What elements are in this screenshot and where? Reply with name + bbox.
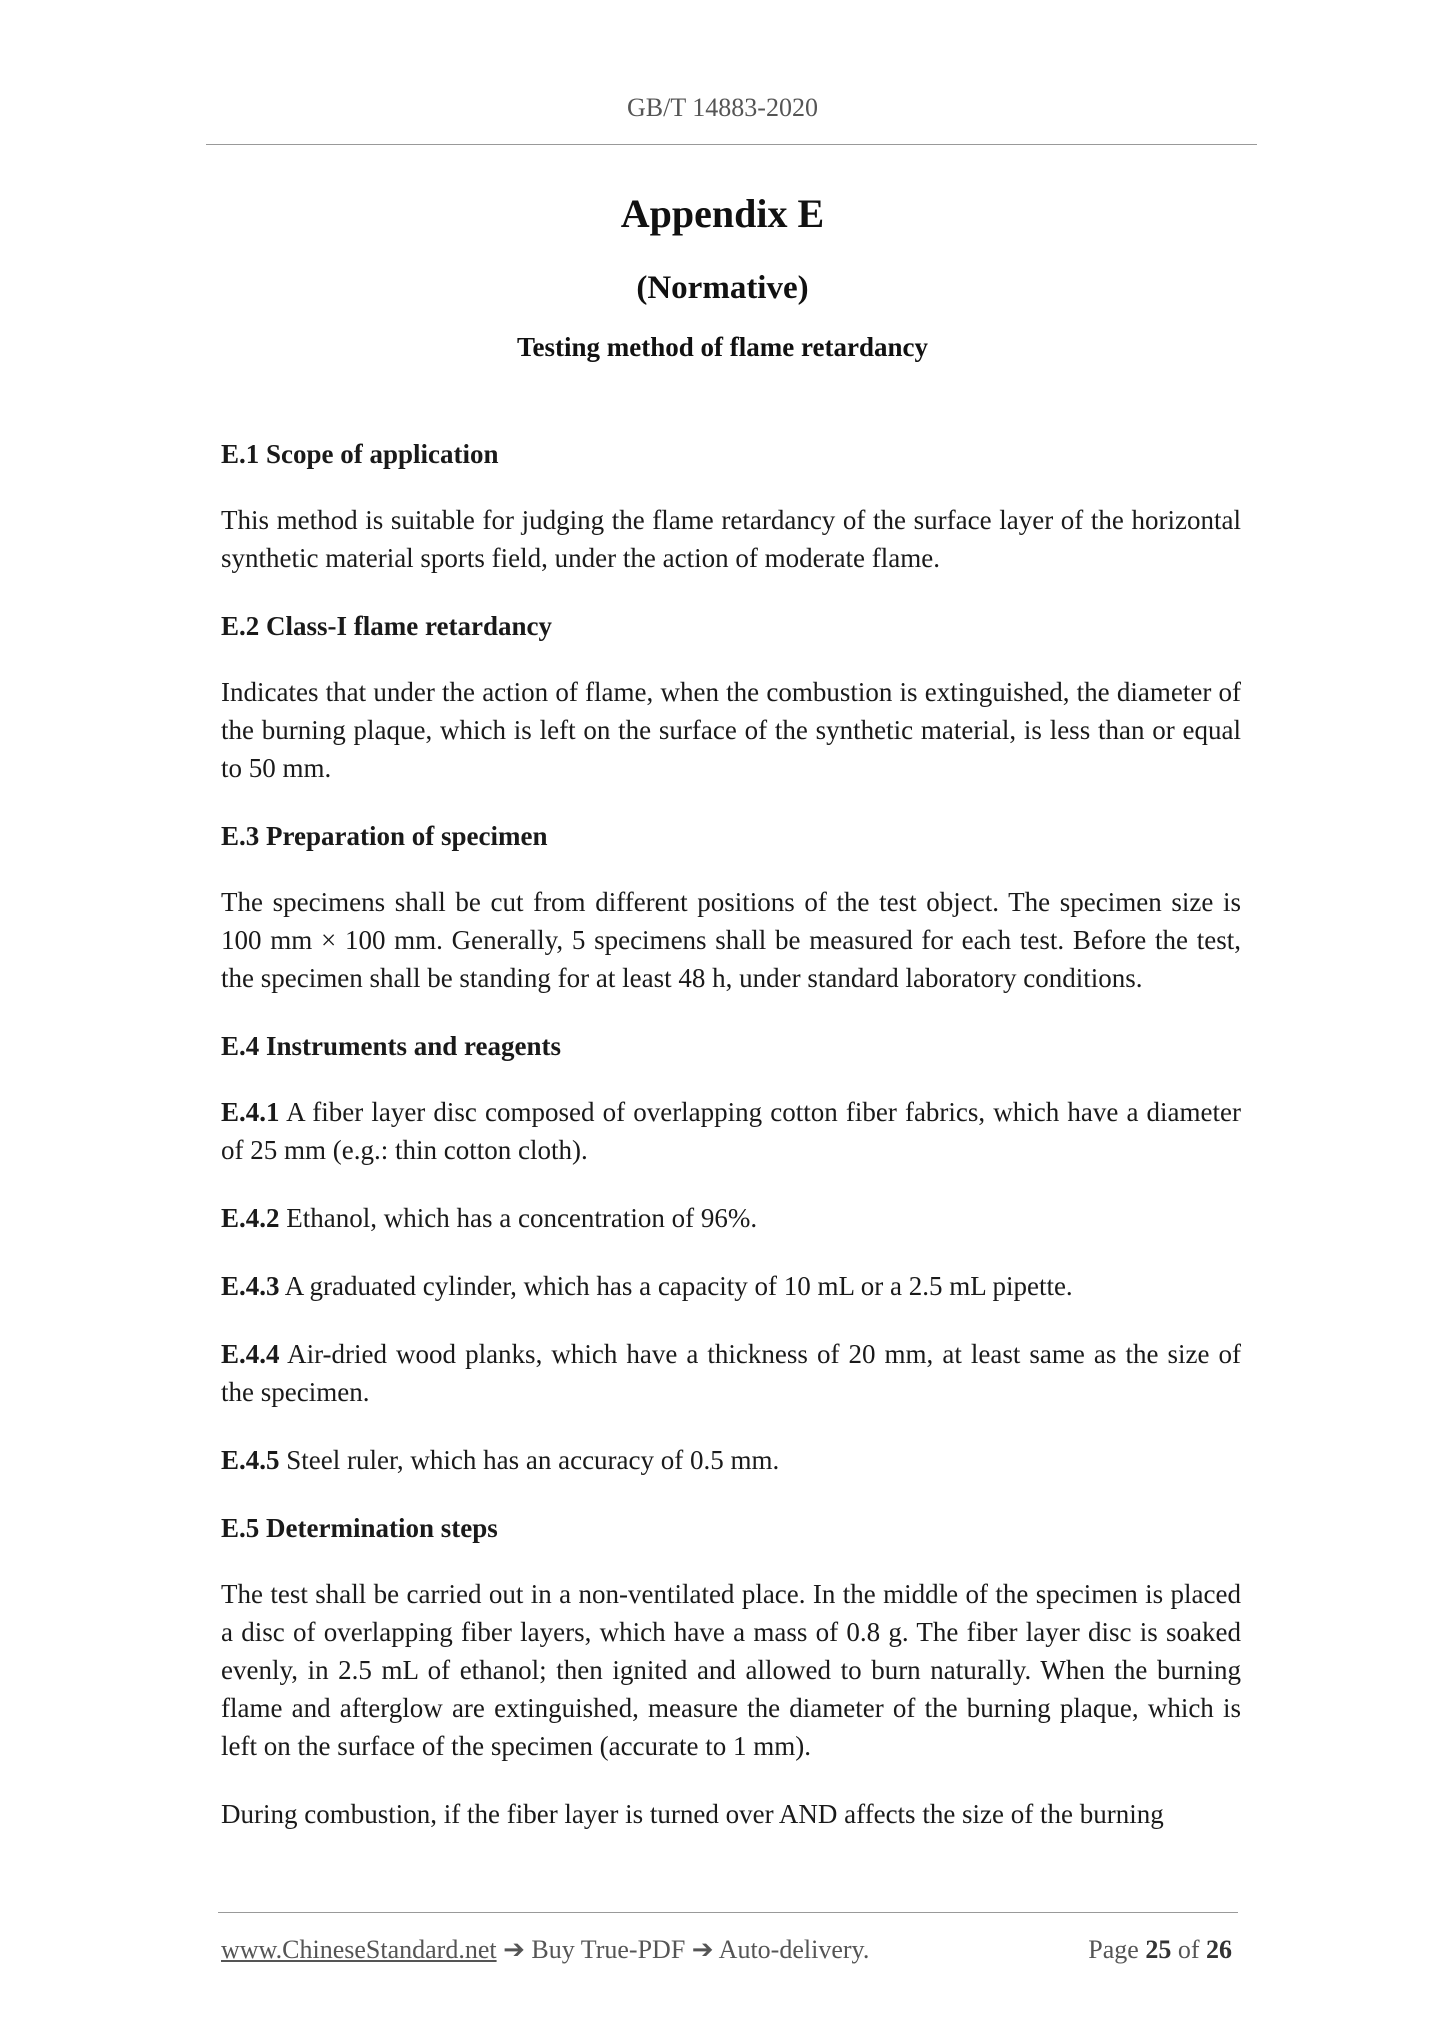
of-label: of bbox=[1177, 1935, 1200, 1964]
list-item bbox=[221, 1093, 1241, 1169]
item-number: E.4.3 bbox=[221, 1271, 280, 1301]
item-text: Steel ruler, which has an accuracy of 0.5 mm. bbox=[279, 1445, 780, 1475]
list-item bbox=[221, 1199, 1241, 1237]
section-text-e3: The specimens shall be cut from different positions of the test object. The specimen size is 100 mm × 100 mm. Generally, 5 specimens shall be measured for each test. Before the test, the specimen shall be standing for at least 48 h, under standard laboratory conditions. bbox=[221, 887, 1241, 993]
appendix-type: (Normative) bbox=[636, 270, 809, 306]
arrow-right-icon: ➔ bbox=[691, 1935, 714, 1964]
section-text-e5-continued: During combustion, if the fiber layer is turned over AND affects the size of the burning bbox=[221, 1799, 1164, 1829]
auto-delivery-text: Auto-delivery. bbox=[718, 1935, 870, 1964]
page-current: 25 bbox=[1145, 1935, 1172, 1964]
list-item bbox=[221, 1335, 1241, 1411]
item-number: E.4.1 bbox=[221, 1097, 280, 1127]
buy-pdf-link: Buy True-PDF bbox=[531, 1935, 686, 1964]
list-item bbox=[221, 1267, 1241, 1305]
page-label: Page bbox=[1088, 1935, 1139, 1964]
list-item bbox=[221, 1441, 1241, 1479]
item-number: E.4.2 bbox=[221, 1203, 280, 1233]
document-code: GB/T 14883-2020 bbox=[627, 93, 818, 122]
section-text-e5: The test shall be carried out in a non-ventilated place. In the middle of the specimen is placed a disc of overlapping fiber layers, which have a mass of 0.8 g. The fiber layer disc is soaked evenly, in 2.5 mL of ethanol; then ignited and allowed to burn naturally. When the burning flame and afterglow are extinguished, measure the diameter of the burning plaque, which is left on the surface of the specimen (accurate to 1 mm). bbox=[221, 1579, 1241, 1761]
section-heading-e4: E.4 Instruments and reagents bbox=[221, 1031, 562, 1061]
section-heading-e3: E.3 Preparation of specimen bbox=[221, 821, 548, 851]
section-text-e1: This method is suitable for judging the flame retardancy of the surface layer of the horizontal synthetic material sports field, under the action of moderate flame. bbox=[221, 505, 1241, 573]
section-text-e2: Indicates that under the action of flame, when the combustion is extinguished, the diameter of the burning plaque, which is left on the surface of the synthetic material, is less than or equal to 50 mm. bbox=[221, 677, 1241, 783]
item-number: E.4.5 bbox=[221, 1445, 280, 1475]
document-body bbox=[221, 435, 1241, 1863]
page-indicator bbox=[1088, 1935, 1232, 1965]
appendix-title: Appendix E bbox=[620, 191, 825, 236]
footer-divider bbox=[218, 1912, 1238, 1913]
arrow-right-icon: ➔ bbox=[503, 1935, 525, 1964]
item-text: A fiber layer disc composed of overlapping cotton fiber fabrics, which have a diameter of 25 mm (e.g.: thin cotton cloth). bbox=[221, 1097, 1241, 1165]
header-divider bbox=[206, 144, 1257, 145]
section-heading-e5: E.5 Determination steps bbox=[221, 1513, 498, 1543]
item-number: E.4.4 bbox=[221, 1339, 280, 1369]
section-heading-e1: E.1 Scope of application bbox=[221, 439, 499, 469]
appendix-subject: Testing method of flame retardancy bbox=[517, 332, 928, 362]
section-heading-e2: E.2 Class-I flame retardancy bbox=[221, 611, 552, 641]
item-text: Air-dried wood planks, which have a thickness of 20 mm, at least same as the size of the specimen. bbox=[221, 1339, 1241, 1407]
website-link[interactable]: www.ChineseStandard.net bbox=[221, 1935, 497, 1964]
item-text: Ethanol, which has a concentration of 96%. bbox=[279, 1203, 758, 1233]
page-total: 26 bbox=[1206, 1935, 1232, 1964]
footer-promo bbox=[221, 1935, 869, 1965]
item-text: A graduated cylinder, which has a capacity of 10 mL or a 2.5 mL pipette. bbox=[279, 1271, 1073, 1301]
